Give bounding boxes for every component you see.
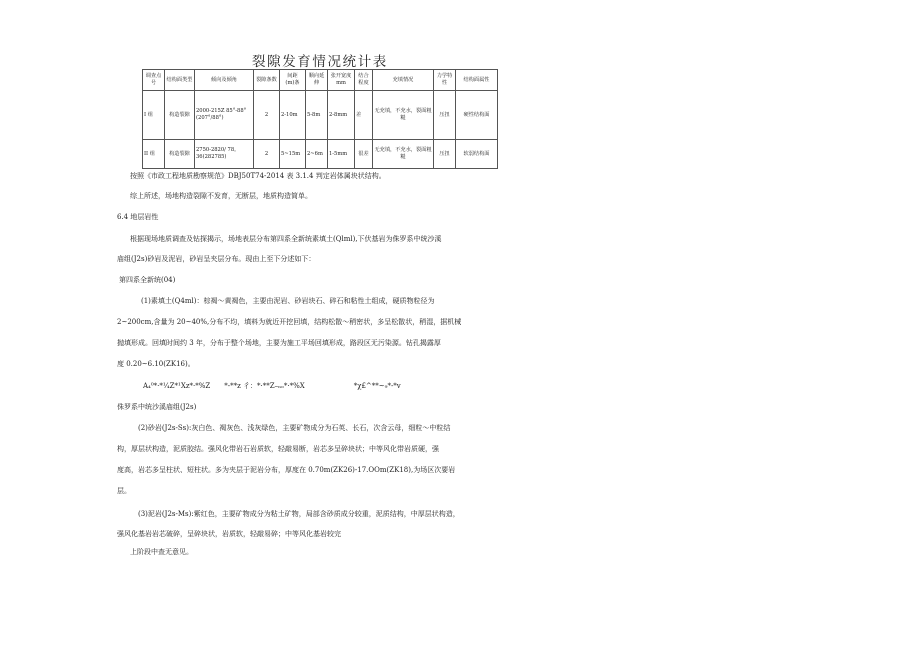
table-cell: 软弱结构面: [456, 140, 498, 169]
section-heading: 6.4 地层岩性: [117, 213, 159, 221]
table-cell: 2750-2820/ 78。36(282785): [195, 140, 254, 169]
header-cell: 张开宽度mm: [328, 70, 355, 91]
table-cell: 2000-215Z 85°-88°(207°/88°): [195, 91, 254, 140]
header-cell: 结构面属性: [456, 70, 498, 91]
table-row: [143, 91, 498, 140]
table-cell: 2~6m: [306, 140, 328, 169]
subsection-heading: 第四系全新统(04): [119, 276, 176, 284]
header-cell: 倾向及倾角: [195, 70, 254, 91]
fracture-table: [142, 69, 498, 169]
paragraph-line: 强风化基岩岩芯破碎，呈碎块状，岩质软，轻敲易碎；中等风化基岩较完: [117, 530, 341, 538]
header-cell: 间距 (m)条: [280, 70, 306, 91]
header-cell: 结合程度: [355, 70, 373, 91]
table-cell: 很差: [355, 140, 373, 169]
table-cell: 构造裂隙: [165, 140, 195, 169]
table-cell: 无充填，不充水，裂面粗糙: [373, 91, 434, 140]
table-title: 裂隙发育情况统计表: [252, 54, 388, 70]
table-cell: 差: [355, 91, 373, 140]
table-cell: 2-8mm: [328, 91, 355, 140]
header-cell: 顺向延伸: [306, 70, 328, 91]
header-cell: 充填情况: [373, 70, 434, 91]
paragraph-line: (3)泥岩(J2s-Ms):紫红色，主要矿物成分为粘土矿物，局部含砂质成分较重，泥质结构，中厚层状构造，: [138, 510, 460, 518]
paragraph-line: 抛填形成。回填时间约 3 年，分布于整个场地，主要为施工平场回填形成，路段区无污染源。钻孔揭露厚: [117, 339, 441, 347]
paragraph-line: 综上所述，场地构造裂隙不发育，无断层，地质构造简单。: [130, 192, 312, 200]
table-cell: 2: [254, 140, 280, 169]
paragraph-line: 2~200cm,含量为 20~40%,分布不均，填料为就近开挖回填，结构松散～稍密状，多呈松散状，稍湿，据机械: [117, 318, 462, 326]
paragraph-line: 庙组(J2s)砂岩及泥岩，砂岩呈夹层分布。现由上至下分述如下：: [117, 255, 316, 263]
formula-line: A₄⁰*·*¹⁄₄Z*¹Xz*·*%Z *-**z 彳：*·**Z–ₙₒ*·*%X *χ£^**~₉*-*v: [143, 382, 401, 390]
paragraph-line: 度高，岩芯多呈柱状、短柱状。多为夹层于泥岩分布，厚度在 0.70m(ZK26)-17.OOm(ZK18),为场区次要岩: [117, 466, 456, 474]
paragraph-line: (2)砂岩(J2s-Ss):灰白色、褐灰色、浅灰绿色，主要矿物成分为石英、长石，次含云母，细粒～中粒结: [138, 424, 451, 432]
paragraph-line: 按照《市政工程地质勘察规范》DBJ50T74-2014 表 3.1.4 判定岩体属块状结构。: [130, 172, 386, 180]
table-row: [143, 140, 498, 169]
table-cell: 构造裂隙: [165, 91, 195, 140]
table-cell: 2: [254, 91, 280, 140]
table-cell: 2-10m: [280, 91, 306, 140]
header-cell: 调查点号: [143, 70, 165, 91]
paragraph-line: 根据现场地质调查及钻探揭示，场地表层分布第四系全新统素填土(Qlml),下伏基岩为侏罗系中统沙溪: [130, 235, 442, 243]
header-cell: 力学特性: [434, 70, 456, 91]
paragraph-line: (1)素填土(Q4ml)：棕褐～黄褐色，主要由泥岩、砂岩块石、碎石和粘性土组成，硬质物粒径为: [141, 297, 435, 305]
table-cell: 压扭: [434, 91, 456, 140]
paragraph-line: 上阶段中查无意见。: [130, 548, 193, 556]
subsection-heading: 侏罗系中统沙溪庙组(J2s): [117, 403, 197, 411]
table-cell: 无充填，不充水，裂面粗糙: [373, 140, 434, 169]
table-cell: 硬性结构面: [456, 91, 498, 140]
header-cell: 裂隙条数: [254, 70, 280, 91]
table-header-row: [143, 70, 498, 91]
table-cell: 5-8m: [306, 91, 328, 140]
table-cell: 5~15m: [280, 140, 306, 169]
paragraph-line: 度 0.20~6.10(ZK16)。: [117, 360, 195, 368]
table-cell: I 组: [143, 91, 165, 140]
header-cell: 结构面类型: [165, 70, 195, 91]
table-cell: 压扭: [434, 140, 456, 169]
table-cell: II 组: [143, 140, 165, 169]
paragraph-line: 构，厚层状构造，泥质胶结。强风化带岩石岩质软，轻敲易断，岩芯多呈碎块状；中等风化带岩质硬，强: [117, 445, 439, 453]
paragraph-line: 层。: [117, 487, 131, 495]
table-cell: 1-5mm: [328, 140, 355, 169]
